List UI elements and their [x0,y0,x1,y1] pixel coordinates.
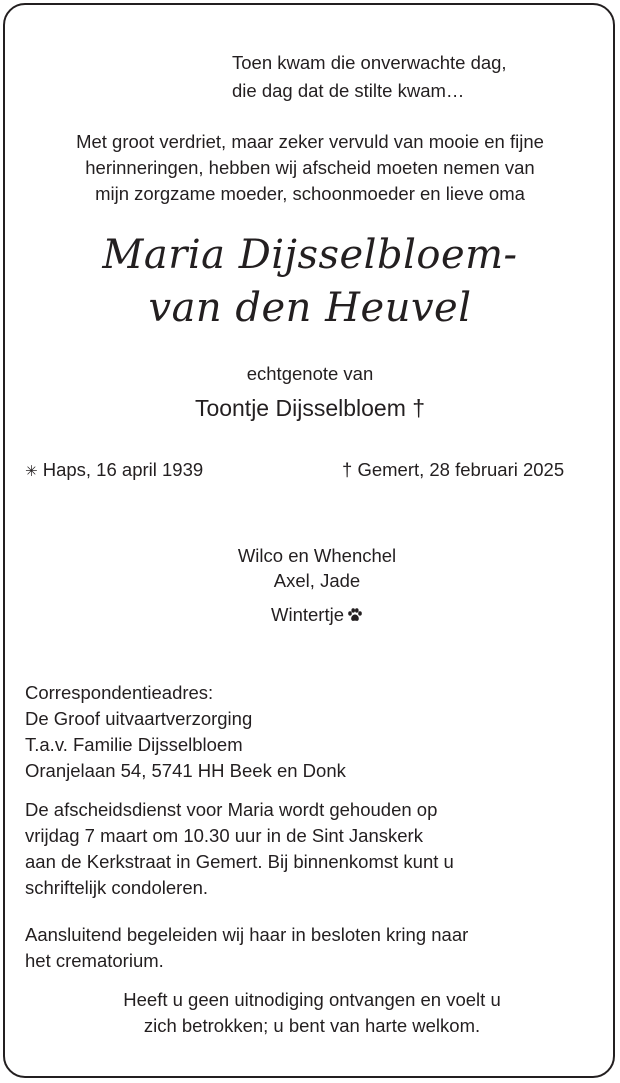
family-line: Wilco en Whenchel [237,545,397,566]
cremation-line: Aansluitend begeleiden wij haar in besloten kring naar [25,924,469,945]
service-line: De afscheidsdienst voor Maria wordt gehouden op [25,799,438,820]
intro-line: Met groot verdriet, maar zeker vervuld van mooie en fijne [76,131,544,152]
poem-line: Toen kwam die onverwachte dag, [232,52,507,73]
intro-line: herinneringen, hebben wij afscheid moeten nemen van [85,157,535,178]
family-pet-line [0,604,620,626]
service-line: schriftelijk condoleren. [25,877,209,898]
star-icon: ✳ [25,463,38,480]
closing-line: zich betrokken; u bent van harte welkom. [143,1015,481,1036]
closing-line: Heeft u geen uitnodiging ontvangen en voelt u [123,989,501,1010]
birth-text: Haps, 16 april 1939 [42,459,204,480]
correspondence-line: Oranjelaan 54, 5741 HH Beek en Donk [25,760,346,781]
death-info [342,459,564,481]
paw-icon [347,608,363,622]
birth-info [25,459,203,483]
deceased-name: Maria Dijsselbloem- [102,232,518,278]
correspondence-line: Correspondentieadres: [25,682,214,703]
death-text: Gemert, 28 februari 2025 [357,459,565,480]
poem-line: die dag dat de stilte kwam… [232,80,465,101]
service-line: vrijdag 7 maart om 10.30 uur in de Sint Janskerk [25,825,423,846]
deceased-name: van den Heuvel [148,285,472,331]
correspondence-line: T.a.v. Familie Dijsselbloem [25,734,243,755]
intro-line: mijn zorgzame moeder, schoonmoeder en lieve oma [95,183,525,204]
spouse-intro: echtgenote van [246,363,374,384]
correspondence-line: De Groof uitvaartverzorging [25,708,253,729]
cross-icon: † [342,459,353,480]
spouse-name: Toontje Dijsselbloem † [194,395,426,421]
service-line: aan de Kerkstraat in Gemert. Bij binnenkomst kunt u [25,851,454,872]
pet-name: Wintertje [271,604,344,625]
cremation-line: het crematorium. [25,950,164,971]
family-line: Axel, Jade [273,570,361,591]
